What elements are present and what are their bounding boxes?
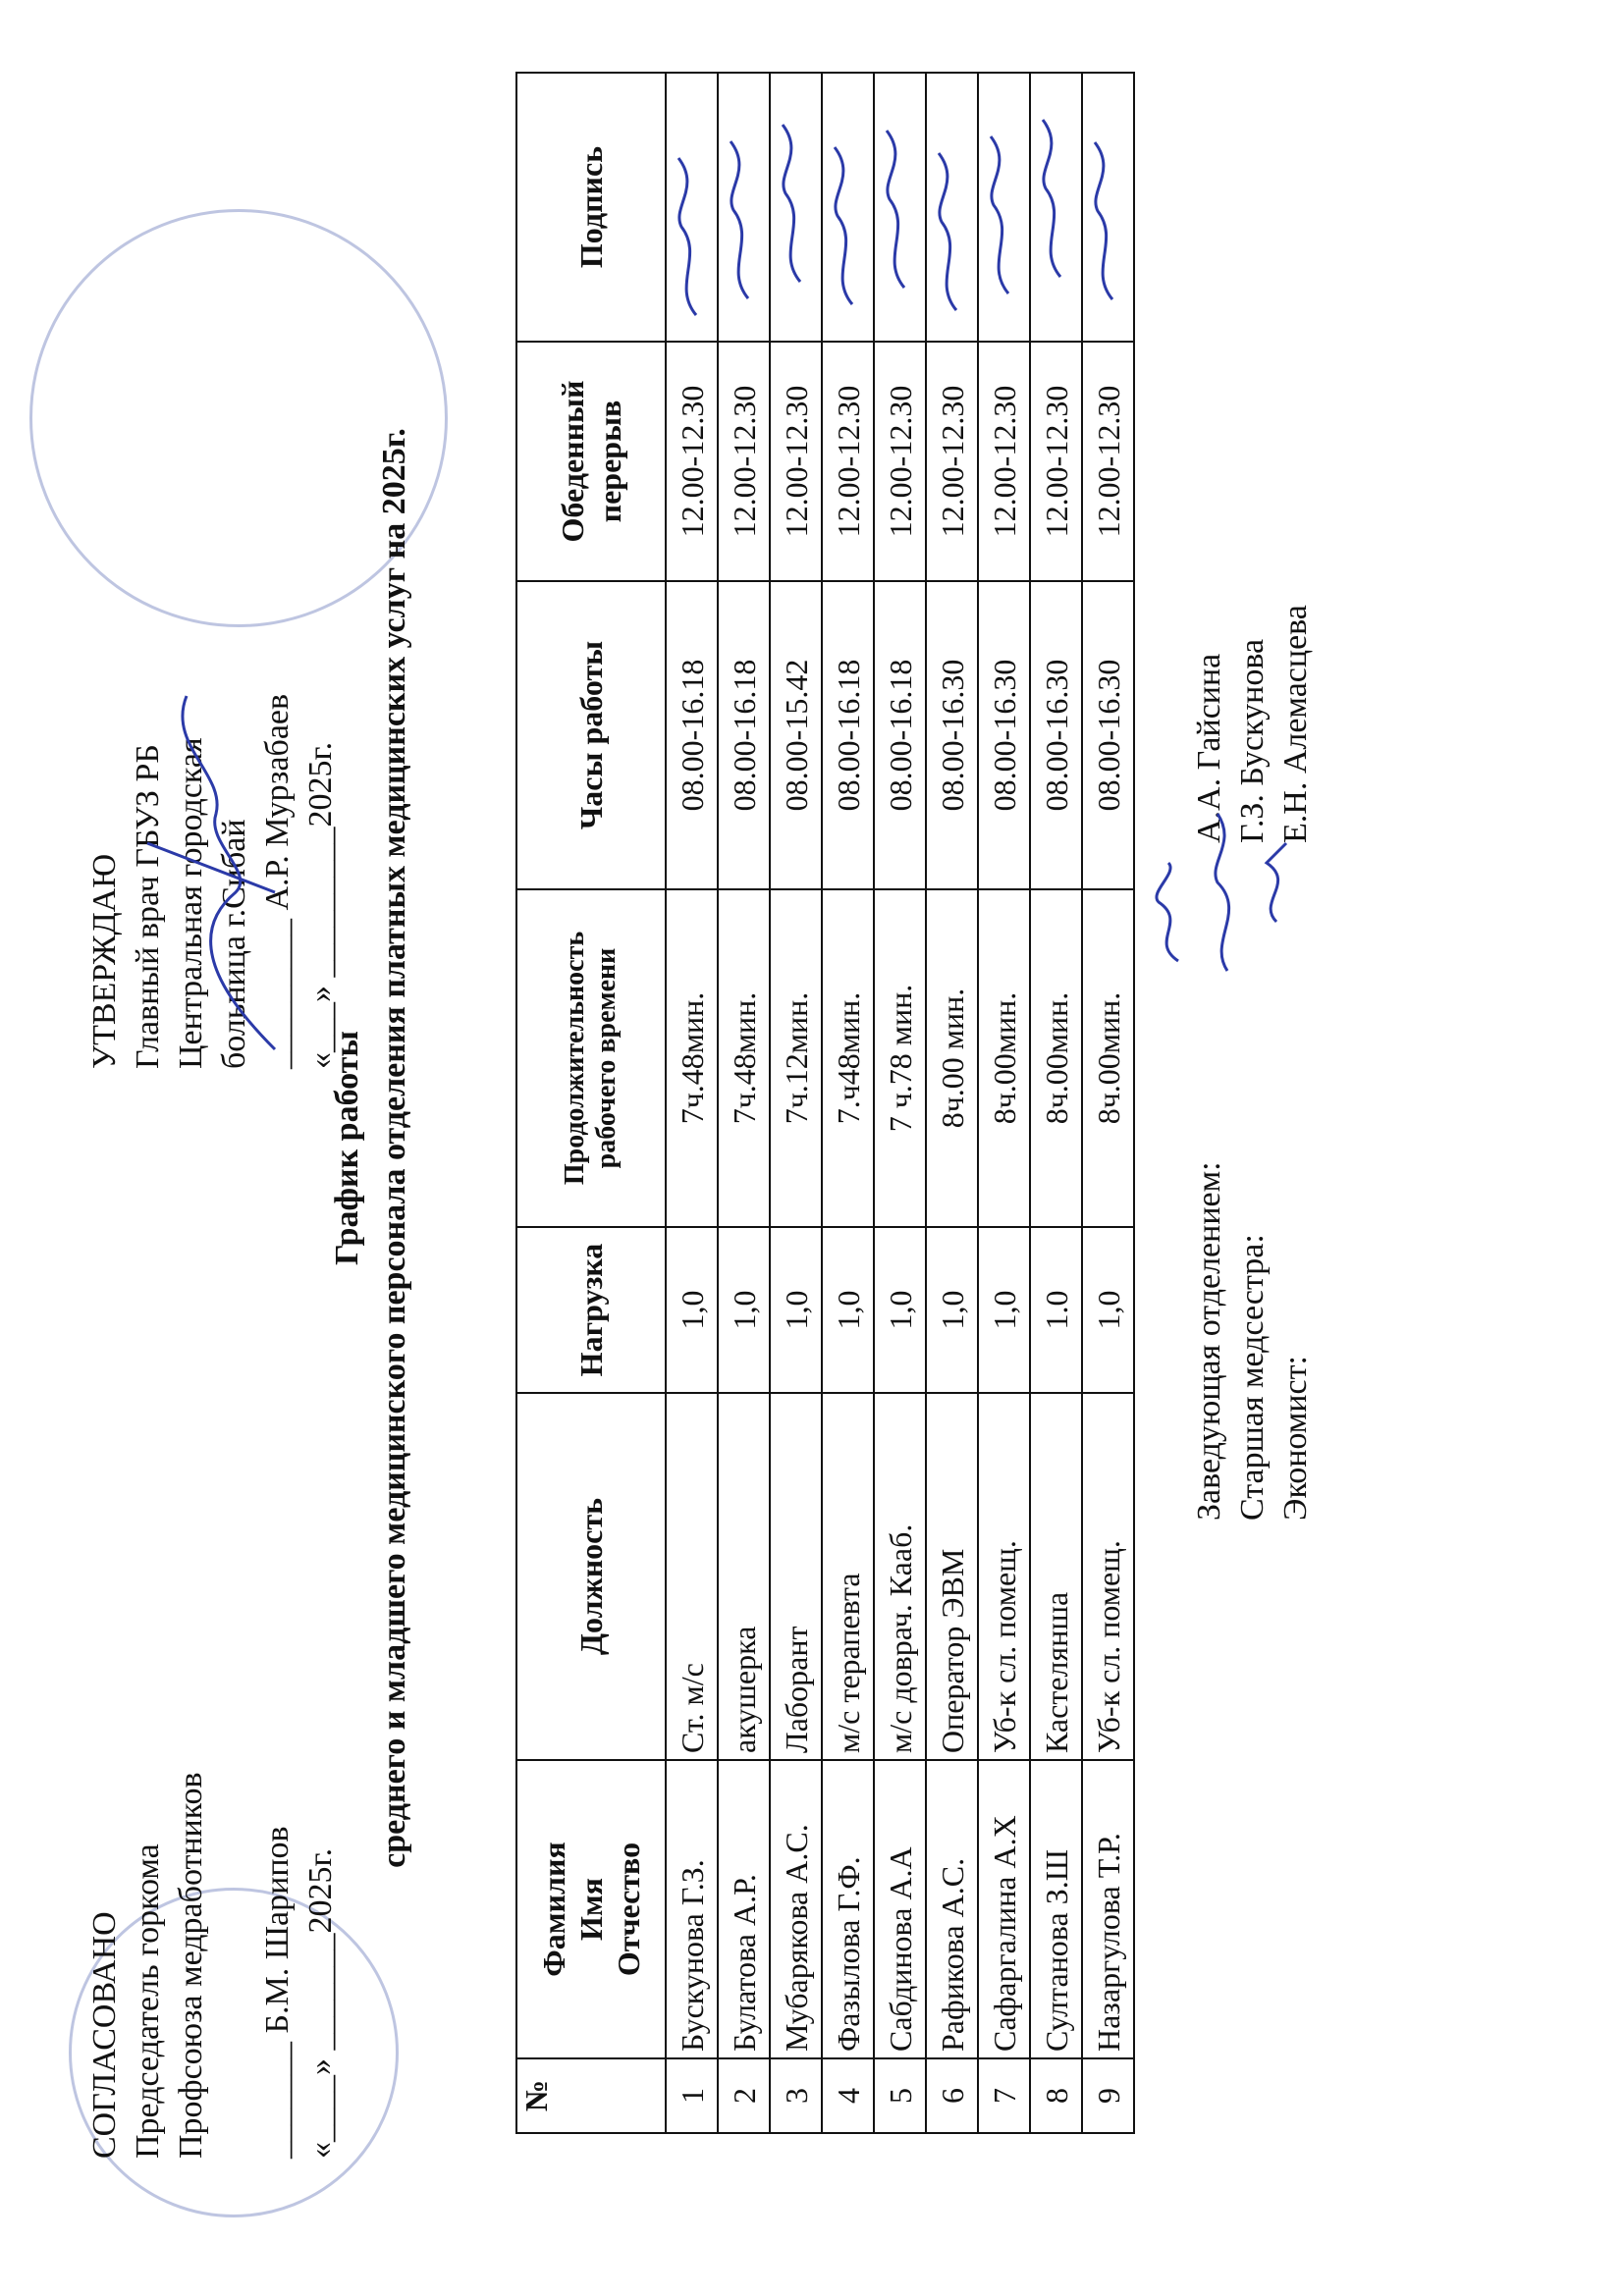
row-position: м/с доврач. Кааб. — [874, 1393, 926, 1760]
row-hours: 08.00-16.30 — [1030, 581, 1082, 889]
approval-left-line1: Председатель горкома — [130, 1843, 166, 2159]
row-load: 1,0 — [666, 1227, 718, 1393]
row-lunch: 12.00-12.30 — [874, 342, 926, 581]
title-line2: среднего и младшего медицинского персонала отделения платных медицинских услуг на 2025г. — [376, 428, 412, 1868]
row-duration: 8ч.00 мин. — [926, 889, 978, 1227]
row-duration: 7ч.12мин. — [770, 889, 822, 1227]
row-name: Фазылова Г.Ф. — [822, 1760, 874, 2058]
row-position: акушерка — [718, 1393, 770, 1760]
header-name-2: Имя — [573, 1878, 609, 1941]
row-lunch: 12.00-12.30 — [1030, 342, 1082, 581]
approval-right-line5: «___» _________2025г. — [302, 741, 339, 1069]
row-duration: 7 ч.78 мин. — [874, 889, 926, 1227]
row-name: Булатова А.Р. — [718, 1760, 770, 2058]
header-load: Нагрузка — [516, 1227, 666, 1393]
header-lunch-1: Обеденный — [555, 380, 590, 543]
table-row — [822, 73, 874, 2133]
approval-left — [83, 1772, 343, 2159]
row-signature — [718, 73, 770, 342]
row-name: Бускунова Г.З. — [666, 1760, 718, 2058]
row-hours: 08.00-16.18 — [874, 581, 926, 889]
row-load: 1,0 — [1082, 1227, 1134, 1393]
header-num: № — [516, 2058, 666, 2133]
row-signature — [874, 73, 926, 342]
table-row — [874, 73, 926, 2133]
row-position: Кастелянша — [1030, 1393, 1082, 1760]
row-load: 1,0 — [822, 1227, 874, 1393]
header-lunch-2: перерыв — [592, 400, 627, 523]
document-title — [324, 0, 418, 2296]
row-hours: 08.00-16.18 — [718, 581, 770, 889]
handwritten-signature — [771, 99, 810, 335]
signature-chief — [88, 578, 285, 1069]
row-hours: 08.00-15.42 — [770, 581, 822, 889]
approval-right-line4: _________ А.Р. Мурзабаев — [259, 693, 296, 1069]
approval-right-line2: Центральная городская — [173, 737, 209, 1069]
handwritten-signature — [875, 99, 914, 335]
header-duration-1: Продолжительность — [560, 931, 590, 1186]
approval-left-line4: «____» _______2025г. — [302, 1847, 339, 2159]
row-load: 1,0 — [718, 1227, 770, 1393]
table-row — [926, 73, 978, 2133]
table-row — [666, 73, 718, 2133]
schedule-table — [515, 72, 1135, 2134]
footer-signatures — [1188, 605, 1318, 1521]
row-duration: 8ч.00мин. — [1030, 889, 1082, 1227]
row-load: 1,0 — [978, 1227, 1030, 1393]
row-num: 2 — [718, 2058, 770, 2133]
row-duration: 8ч.00мин. — [978, 889, 1030, 1227]
row-num: 9 — [1082, 2058, 1134, 2133]
approval-left-line3: _______ Б.М. Шарипов — [259, 1826, 296, 2159]
row-lunch: 12.00-12.30 — [926, 342, 978, 581]
approval-right-line1: Главный врач ГБУЗ РБ — [130, 744, 166, 1069]
row-load: 1,0 — [874, 1227, 926, 1393]
row-lunch: 12.00-12.30 — [1082, 342, 1134, 581]
signature-footer — [1139, 784, 1306, 981]
header-name-3: Отчество — [611, 1842, 646, 1977]
footer-role: Экономист: — [1277, 1356, 1314, 1521]
row-duration: 7.ч48мин. — [822, 889, 874, 1227]
header-lunch — [516, 342, 666, 581]
row-position: Оператор ЭВМ — [926, 1393, 978, 1760]
row-load: 1.0 — [1030, 1227, 1082, 1393]
header-position: Должность — [516, 1393, 666, 1760]
row-lunch: 12.00-12.30 — [978, 342, 1030, 581]
row-name: Сабдинова А.А — [874, 1760, 926, 2058]
handwritten-signature — [667, 99, 706, 335]
row-signature — [666, 73, 718, 342]
row-hours: 08.00-16.30 — [1082, 581, 1134, 889]
row-signature — [1030, 73, 1082, 342]
row-num: 3 — [770, 2058, 822, 2133]
row-num: 6 — [926, 2058, 978, 2133]
row-hours: 08.00-16.30 — [978, 581, 1030, 889]
row-duration: 8ч.00мин. — [1082, 889, 1134, 1227]
row-lunch: 12.00-12.30 — [666, 342, 718, 581]
row-hours: 08.00-16.18 — [822, 581, 874, 889]
header-name — [516, 1760, 666, 2058]
row-hours: 08.00-16.18 — [666, 581, 718, 889]
handwritten-signature — [1083, 99, 1122, 335]
row-signature — [926, 73, 978, 342]
row-signature — [822, 73, 874, 342]
row-num: 7 — [978, 2058, 1030, 2133]
footer-row — [1274, 605, 1318, 1521]
title-line1: График работы — [329, 1031, 365, 1265]
footer-row — [1188, 605, 1231, 1521]
footer-role: Старшая медсестра: — [1234, 1234, 1271, 1521]
row-signature — [770, 73, 822, 342]
table-header-row — [516, 73, 666, 2133]
row-name: Сафаргалина А.Х — [978, 1760, 1030, 2058]
table-row — [1082, 73, 1134, 2133]
row-lunch: 12.00-12.30 — [822, 342, 874, 581]
row-position: м/с терапевта — [822, 1393, 874, 1760]
approval-left-line2: Профсоюза медработников — [173, 1772, 209, 2159]
row-num: 1 — [666, 2058, 718, 2133]
header-signature: Подпись — [516, 73, 666, 342]
table-row — [978, 73, 1030, 2133]
row-duration: 7ч.48мин. — [718, 889, 770, 1227]
row-position: Уб-к сл. помещ. — [978, 1393, 1030, 1760]
handwritten-signature — [719, 99, 758, 335]
footer-person: А.А. Гайсина — [1191, 653, 1227, 843]
row-lunch: 12.00-12.30 — [770, 342, 822, 581]
header-duration-2: рабочего времени — [591, 947, 622, 1169]
row-duration: 7ч.48мин. — [666, 889, 718, 1227]
header-hours: Часы работы — [516, 581, 666, 889]
row-signature — [978, 73, 1030, 342]
approval-right-heading: УТВЕРЖДАЮ — [86, 853, 123, 1069]
approval-right-line3: больница г.Сибай — [216, 819, 252, 1069]
row-num: 8 — [1030, 2058, 1082, 2133]
row-lunch: 12.00-12.30 — [718, 342, 770, 581]
header-duration — [516, 889, 666, 1227]
row-position: Ст. м/с — [666, 1393, 718, 1760]
footer-person: Г.З. Бускунова — [1234, 638, 1271, 843]
table-row — [1030, 73, 1082, 2133]
row-num: 4 — [822, 2058, 874, 2133]
row-name: Назаргулова Т.Р. — [1082, 1760, 1134, 2058]
handwritten-signature — [927, 99, 966, 335]
footer-person: Е.Н. Алемасцева — [1277, 605, 1314, 843]
table-row — [718, 73, 770, 2133]
row-load: 1,0 — [926, 1227, 978, 1393]
row-position: Лаборант — [770, 1393, 822, 1760]
row-load: 1,0 — [770, 1227, 822, 1393]
row-hours: 08.00-16.30 — [926, 581, 978, 889]
table-row — [770, 73, 822, 2133]
footer-row — [1231, 605, 1274, 1521]
header-name-1: Фамилия — [536, 1842, 571, 1977]
handwritten-signature — [1031, 99, 1070, 335]
row-name: Рафикова А.С. — [926, 1760, 978, 2058]
row-num: 5 — [874, 2058, 926, 2133]
footer-role: Заведующая отделением: — [1191, 1161, 1227, 1521]
handwritten-signature — [979, 99, 1018, 335]
row-name: Султанова З.Ш — [1030, 1760, 1082, 2058]
row-signature — [1082, 73, 1134, 342]
row-name: Мубарякова А.С. — [770, 1760, 822, 2058]
row-position: Уб-к сл. помещ. — [1082, 1393, 1134, 1760]
handwritten-signature — [823, 99, 862, 335]
approval-left-heading: СОГЛАСОВАНО — [86, 1911, 123, 2159]
